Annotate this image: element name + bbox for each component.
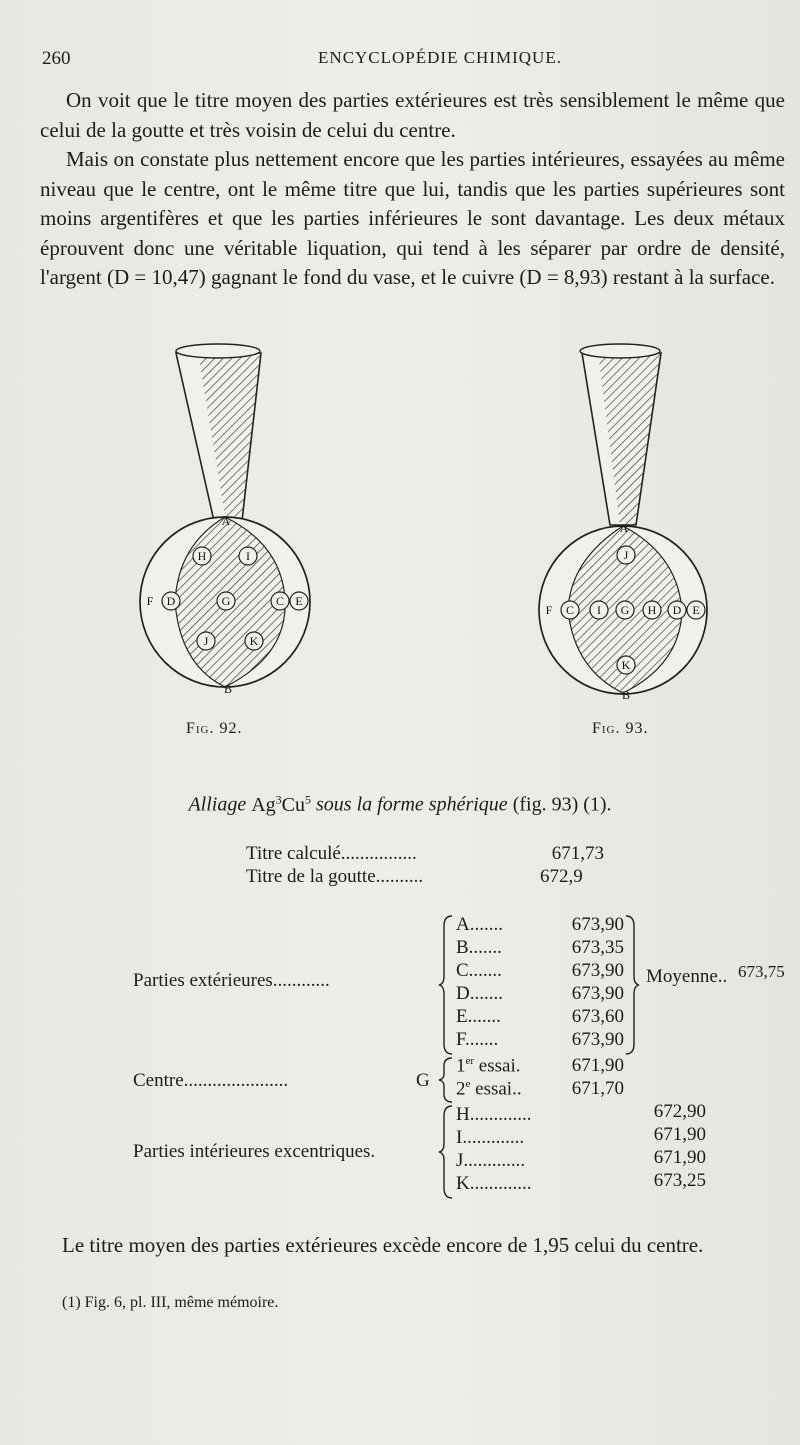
ext-row-d-value: 673,90	[571, 983, 624, 1004]
centre-letter: G	[416, 1070, 430, 1091]
fig93-label-g: G	[620, 603, 630, 617]
interieures-label: Parties intérieures excentriques.	[133, 1141, 376, 1162]
ext-row-b-key: B.......	[456, 937, 502, 958]
ext-row-a-value: 673,90	[571, 914, 624, 935]
fig93-label-h: H	[647, 603, 657, 617]
fig92-label-j: J	[203, 634, 209, 648]
int-row-j-value: 671,90	[653, 1147, 706, 1168]
int-row-i-value: 671,90	[653, 1124, 706, 1145]
conclusion-text: Le titre moyen des parties extérieures excède encore de 1,95 celui du centre.	[62, 1233, 704, 1257]
int-row-j-key: J.............	[456, 1150, 526, 1171]
centre-essai-1-key: 1er essai.	[456, 1055, 521, 1077]
fig92-label-k: K	[249, 634, 259, 648]
figure-92-caption: Fig. 92.	[186, 720, 243, 737]
page-number: 260	[42, 48, 71, 69]
ext-row-c-key: C.......	[456, 960, 502, 981]
running-head: ENCYCLOPÉDIE CHIMIQUE.	[318, 48, 562, 67]
paragraph-2: Mais on constate plus nettement encore que les parties intérieures, essayées au même niveau que le centre, ont le même titre que lui, tandis que les parties supérieures sont moins argentifères et que les parties inférieures le sont davantage. Les deux métaux éprouvent donc une véritable liquation, qui tend à les séparer par ordre de densité, l'argent (D = 10,47) gagnant le fond du vase, et le cuivre (D = 8,93) restant à la surface.	[40, 147, 785, 289]
centre-essai-2-key: 2e essai..	[456, 1078, 522, 1100]
centre-essai-1-value: 671,90	[571, 1055, 624, 1076]
fig93-label-b: B	[621, 688, 631, 702]
fig93-label-d: D	[672, 603, 682, 617]
centre-brace	[438, 1056, 454, 1104]
int-row-k-key: K.............	[456, 1173, 532, 1194]
fig92-label-i: I	[246, 549, 250, 563]
footnote: (1) Fig. 6, pl. III, même mémoire.	[62, 1294, 279, 1311]
fig92-label-c: C	[275, 594, 285, 608]
moyenne-value: 673,75	[738, 962, 785, 981]
ext-row-b-value: 673,35	[571, 937, 624, 958]
ext-row-e-key: E.......	[456, 1006, 501, 1027]
body-text	[40, 86, 785, 293]
titre-calcule-value: 671,73	[551, 843, 604, 864]
alloy-ref: (fig. 93) (1).	[512, 793, 612, 816]
alloy-suffix: sous la forme sphérique	[316, 793, 508, 816]
int-row-h-key: H.............	[456, 1104, 532, 1125]
fig93-label-a: A	[619, 521, 629, 535]
ext-row-f-value: 673,90	[571, 1029, 624, 1050]
fig93-label-k: K	[621, 658, 631, 672]
int-row-h-value: 672,90	[653, 1101, 706, 1122]
figures-illustration	[0, 335, 800, 755]
fig93-label-f: F	[545, 603, 553, 617]
int-row-i-key: I.............	[456, 1127, 525, 1148]
fig92-label-a: A	[221, 514, 231, 528]
fig93-label-c: C	[565, 603, 575, 617]
centre-essai-2-value: 671,70	[571, 1078, 624, 1099]
int-row-k-value: 673,25	[653, 1170, 706, 1191]
titre-calcule-label: Titre calculé................	[246, 843, 417, 864]
titre-goutte-value: 672,9	[540, 866, 583, 887]
ext-row-a-key: A.......	[456, 914, 503, 935]
paragraph-1: On voit que le titre moyen des parties extérieures est très sensiblement le même que celui de la goutte et très voisin de celui du centre.	[40, 88, 785, 142]
formula-ag: Ag	[251, 793, 276, 816]
fig92-label-e: E	[295, 594, 303, 608]
figure-93-drawing	[539, 344, 707, 694]
fig93-label-j: J	[623, 548, 629, 562]
fig92-label-g: G	[221, 594, 231, 608]
alloy-prefix: Alliage	[188, 793, 247, 816]
titre-goutte-label: Titre de la goutte..........	[246, 866, 424, 887]
alloy-subtitle	[0, 792, 800, 817]
formula-cu: Cu	[281, 793, 306, 816]
ext-row-c-value: 673,90	[571, 960, 624, 981]
fig92-label-d: D	[166, 594, 176, 608]
formula-ag-index: 3	[275, 792, 282, 806]
fig93-label-i: I	[597, 603, 601, 617]
alloy-formula	[251, 794, 311, 816]
fig92-label-h: H	[197, 549, 207, 563]
interieures-brace	[438, 1104, 454, 1200]
ext-row-e-value: 673,60	[571, 1006, 624, 1027]
page-header	[40, 48, 740, 74]
ext-row-f-key: F.......	[456, 1029, 499, 1050]
exterieures-right-brace	[624, 914, 640, 1056]
fig92-label-b: B	[223, 682, 233, 696]
fig92-label-f: F	[146, 594, 154, 608]
formula-cu-index: 5	[305, 792, 312, 806]
figure-93-caption: Fig. 93.	[592, 720, 649, 737]
moyenne-label: Moyenne..	[646, 966, 728, 987]
centre-label: Centre......................	[133, 1070, 289, 1091]
exterieures-left-brace	[438, 914, 454, 1056]
exterieures-label: Parties extérieures............	[133, 970, 330, 991]
ext-row-d-key: D.......	[456, 983, 503, 1004]
fig93-label-e: E	[692, 603, 700, 617]
